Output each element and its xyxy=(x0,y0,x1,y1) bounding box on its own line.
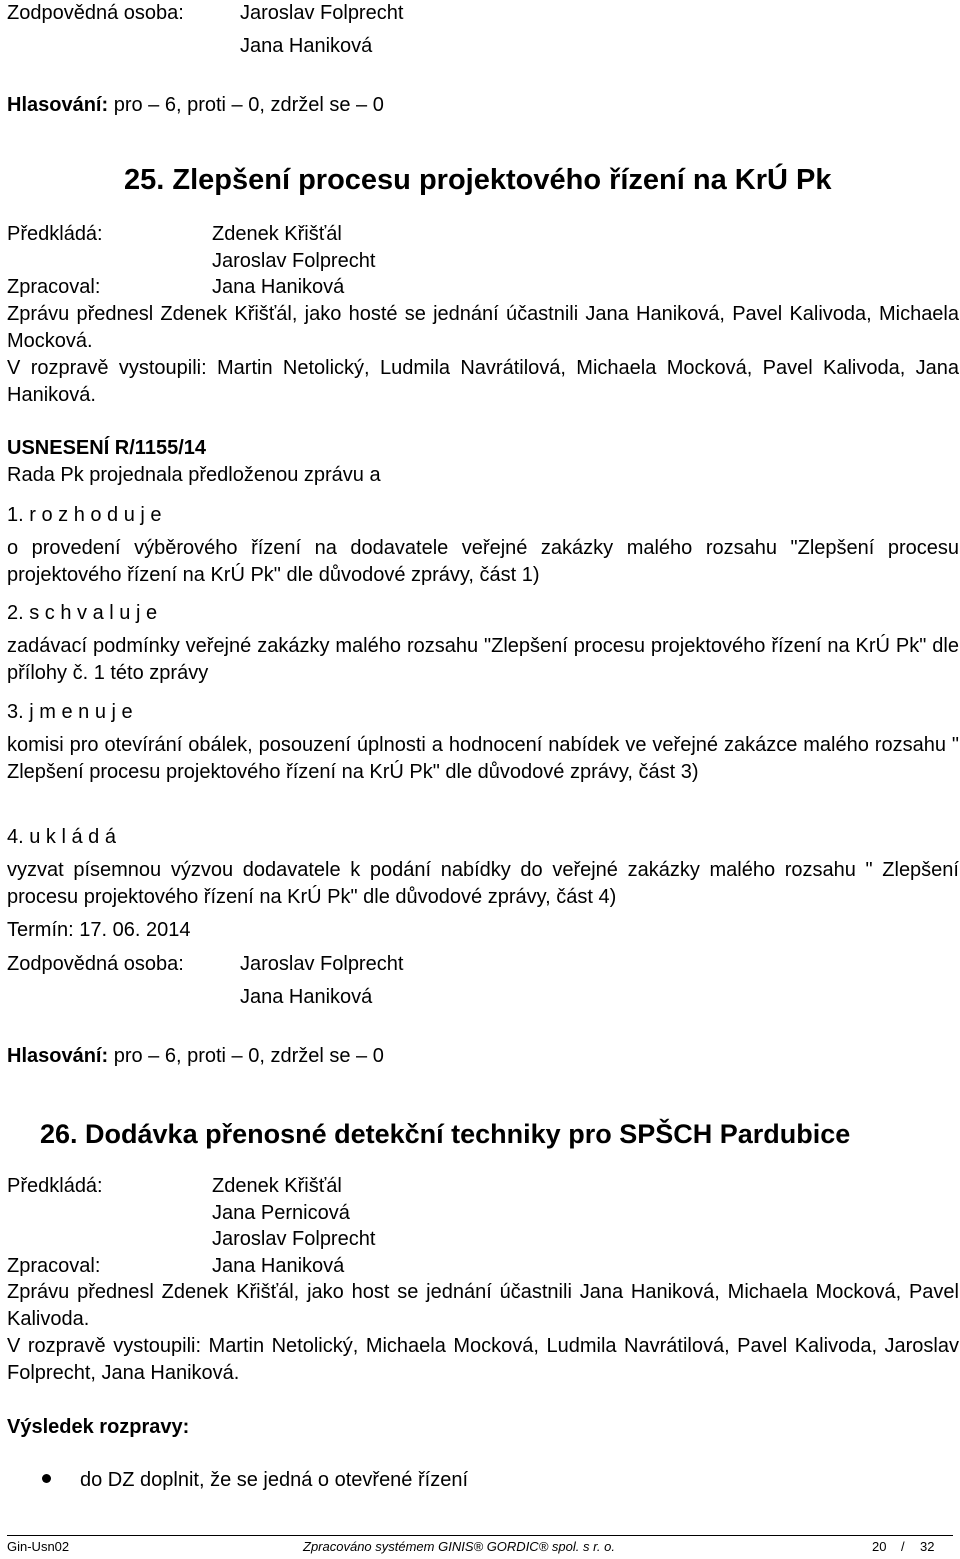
submits-person: Zdenek Křišťál xyxy=(212,223,342,245)
vote-line xyxy=(7,1043,384,1069)
prepared-label: Zpracoval: xyxy=(7,276,101,298)
responsible-label: Zodpovědná osoba: xyxy=(7,2,184,24)
responsible-label: Zodpovědná osoba: xyxy=(7,953,184,975)
submits-person: Zdenek Křišťál xyxy=(212,1175,342,1197)
responsible-person: Jana Haniková xyxy=(240,35,373,57)
footer-code: Gin-Usn02 xyxy=(7,1539,70,1554)
deadline: Termín: 17. 06. 2014 xyxy=(7,919,191,941)
resolution-point-heading: 3. j m e n u j e xyxy=(7,701,133,723)
page-number-separator: / xyxy=(901,1539,905,1554)
responsible-person: Jaroslav Folprecht xyxy=(240,2,404,24)
item-title: 26. Dodávka přenosné detekční techniky pro SPŠCH Pardubice xyxy=(40,1119,851,1149)
page-number-current: 20 xyxy=(872,1539,887,1554)
submits-person: Jana Pernicová xyxy=(212,1202,350,1224)
presented-paragraph: Zprávu přednesl Zdenek Křišťál, jako hosté se jednání účastnili Jana Haniková, Pavel Kalivoda, Michaela Mocková. xyxy=(7,303,959,352)
prepared-person: Jana Haniková xyxy=(212,276,345,298)
resolution-point-text: zadávací podmínky veřejné zakázky malého rozsahu "Zlepšení procesu projektového řízení na KrÚ Pk" dle přílohy č. 1 této zprávy xyxy=(7,635,959,684)
resolution-point-heading: 1. r o z h o d u j e xyxy=(7,504,162,526)
vote-value: pro – 6, proti – 0, zdržel se – 0 xyxy=(108,94,384,116)
submits-label: Předkládá: xyxy=(7,223,103,245)
vote-value: pro – 6, proti – 0, zdržel se – 0 xyxy=(108,1045,384,1067)
prepared-label: Zpracoval: xyxy=(7,1255,101,1277)
footer-system: Zpracováno systémem GINIS® GORDIC® spol. s r. o. xyxy=(303,1539,615,1554)
resolution-id: USNESENÍ R/1155/14 xyxy=(7,437,206,459)
page-number-total: 32 xyxy=(920,1539,935,1554)
vote-line xyxy=(7,92,384,118)
debate-paragraph: V rozpravě vystoupili: Martin Netolický, Michaela Mocková, Ludmila Navrátilová, Pavel Kalivoda, Jaroslav Folprecht, Jana Haniková. xyxy=(7,1335,959,1384)
responsible-person: Jana Haniková xyxy=(240,986,373,1008)
outcome-label: Výsledek rozpravy: xyxy=(7,1416,190,1438)
resolution-point-text: o provedení výběrového řízení na dodavatele veřejné zakázky malého rozsahu "Zlepšení procesu projektového řízení na KrÚ Pk" dle důvodové zprávy, část 1) xyxy=(7,537,959,586)
resolution-point-heading: 4. u k l á d á xyxy=(7,826,116,848)
presented-paragraph: Zprávu přednesl Zdenek Křišťál, jako host se jednání účastnili Jana Haniková, Michaela Mocková, Pavel Kalivoda. xyxy=(7,1281,959,1330)
resolution-point-text: vyzvat písemnou výzvou dodavatele k podání nabídky do veřejné zakázky malého rozsahu " Zlepšení procesu projektového řízení na KrÚ Pk" dle důvodové zprávy, část 4) xyxy=(7,859,959,908)
vote-label: Hlasování: xyxy=(7,94,109,116)
footer-divider xyxy=(7,1535,953,1536)
bullet-icon xyxy=(42,1474,51,1483)
prepared-person: Jana Haniková xyxy=(212,1255,345,1277)
resolution-intro: Rada Pk projednala předloženou zprávu a xyxy=(7,464,381,486)
vote-label: Hlasování: xyxy=(7,1045,109,1067)
outcome-bullet-text: do DZ doplnit, že se jedná o otevřené řízení xyxy=(80,1469,469,1491)
item-title: 25. Zlepšení procesu projektového řízení na KrÚ Pk xyxy=(124,164,832,196)
submits-person: Jaroslav Folprecht xyxy=(212,1228,376,1250)
resolution-point-text: komisi pro otevírání obálek, posouzení úplnosti a hodnocení nabídek ve veřejné zakázce malého rozsahu " Zlepšení procesu projektového řízení na KrÚ Pk" dle důvodové zprávy, část 3) xyxy=(7,734,959,783)
submits-label: Předkládá: xyxy=(7,1175,103,1197)
submits-person: Jaroslav Folprecht xyxy=(212,250,376,272)
responsible-person: Jaroslav Folprecht xyxy=(240,953,404,975)
debate-paragraph: V rozpravě vystoupili: Martin Netolický, Ludmila Navrátilová, Michaela Mocková, Pavel Kalivoda, Jana Haniková. xyxy=(7,357,959,406)
resolution-point-heading: 2. s c h v a l u j e xyxy=(7,602,158,624)
